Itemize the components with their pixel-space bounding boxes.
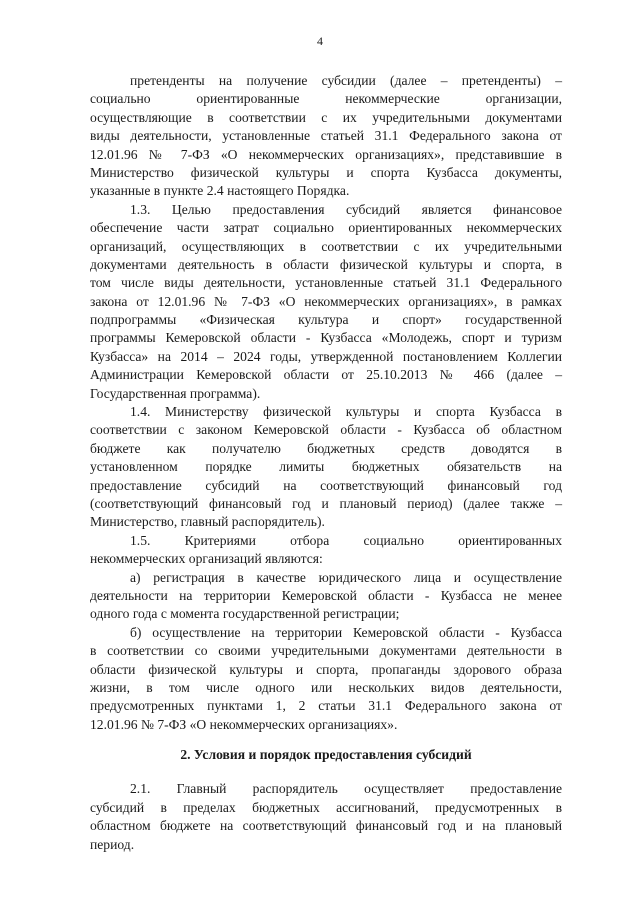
paragraph-1-5	[90, 532, 562, 569]
text-line: Министерство физической культуры и спорта Кузбасса документы,	[90, 164, 562, 180]
text-line: подпрограммы «Физическая культура и спорт» государственной	[90, 312, 562, 328]
text-line: организаций, осуществляющих в соответствии с их учредительными	[90, 238, 562, 254]
section-heading: 2. Условия и порядок предоставления субсидий	[180, 747, 472, 763]
text-line: предусмотренных пунктами 1, 2 статьи 31.1 Федерального закона от	[90, 698, 562, 714]
text-line: 1.4. Министерству физической культуры и спорта Кузбасса в	[130, 404, 562, 420]
paragraph-1-5-b	[90, 624, 562, 734]
text-line: (соответствующий финансовый год и плановый период) (далее также –	[90, 495, 562, 511]
text-line: закона от 12.01.96 № 7-ФЗ «О некоммерческих организациях», в рамках	[90, 293, 562, 309]
text-line: осуществляющие в соответствии с их учредительными документами	[90, 109, 562, 125]
paragraph-1-5-a	[90, 569, 562, 624]
text-line: в соответствии со своими учредительными документами деятельности в	[90, 643, 562, 659]
paragraph-1-3	[90, 201, 562, 403]
text-line: документами деятельность в области физической культуры и спорта, в	[90, 256, 562, 272]
page-number: 4	[317, 34, 323, 48]
text-line: предоставление субсидий на соответствующий финансовый год	[90, 477, 562, 493]
text-line: деятельности на территории Кемеровской области - Кузбасса не менее	[90, 587, 562, 603]
text-line: одного года с момента государственной регистрации;	[90, 606, 400, 622]
text-line: а) регистрация в качестве юридического лица и осуществление	[130, 569, 562, 585]
text-line: программы Кемеровской области - Кузбасса «Молодежь, спорт и туризм	[90, 330, 562, 346]
text-line: установленном порядке лимиты бюджетных обязательств на	[90, 459, 562, 475]
paragraph-2-1	[90, 780, 562, 854]
text-line: обеспечение части затрат социально ориентированных некоммерческих	[90, 220, 562, 236]
text-line: некоммерческих организаций являются:	[90, 551, 323, 567]
text-line: жизни, в том числе одного или нескольких видов деятельности,	[90, 679, 562, 695]
text-line: указанные в пункте 2.4 настоящего Порядка.	[90, 183, 350, 199]
paragraph-intro	[90, 72, 562, 201]
text-line: 12.01.96 № 7-ФЗ «О некоммерческих организациях», представившие в	[90, 146, 562, 162]
text-line: бюджете как получателю бюджетных средств доводятся в	[90, 440, 562, 456]
text-line: соответствии с законом Кемеровской области - Кузбасса об областном	[90, 422, 562, 438]
text-line: Кузбасса» на 2014 – 2024 годы, утвержденной постановлением Коллегии	[90, 348, 562, 364]
text-line: социально ориентированные некоммерческие организации,	[90, 91, 562, 107]
text-line: б) осуществление на территории Кемеровской области - Кузбасса	[130, 624, 562, 640]
text-line: Министерство, главный распорядитель).	[90, 514, 325, 530]
text-line: субсидий в пределах бюджетных ассигнований, предусмотренных в	[90, 799, 562, 815]
text-line: виды деятельности, установленные статьей 31.1 Федерального закона от	[90, 128, 562, 144]
text-line: 2.1. Главный распорядитель осуществляет предоставление	[130, 781, 562, 797]
text-line: Государственная программа).	[90, 385, 261, 401]
text-line: 12.01.96 № 7-ФЗ «О некоммерческих организациях».	[90, 716, 398, 732]
text-line: области физической культуры и спорта, пропаганды здорового образа	[90, 661, 562, 677]
paragraph-1-4	[90, 403, 562, 532]
text-line: Администрации Кемеровской области от 25.10.2013 № 466 (далее –	[90, 367, 562, 383]
text-line: 1.3. Целью предоставления субсидий является финансовое	[130, 201, 562, 217]
text-line: том числе виды деятельности, установленные статьей 31.1 Федерального	[90, 275, 562, 291]
text-line: областном бюджете на соответствующий финансовый год и на плановый	[90, 818, 562, 834]
document-body	[90, 72, 562, 854]
text-line: период.	[90, 836, 135, 852]
text-line: 1.5. Критериями отбора социально ориентированных	[130, 532, 562, 548]
text-line: претенденты на получение субсидии (далее – претенденты) –	[130, 73, 562, 88]
